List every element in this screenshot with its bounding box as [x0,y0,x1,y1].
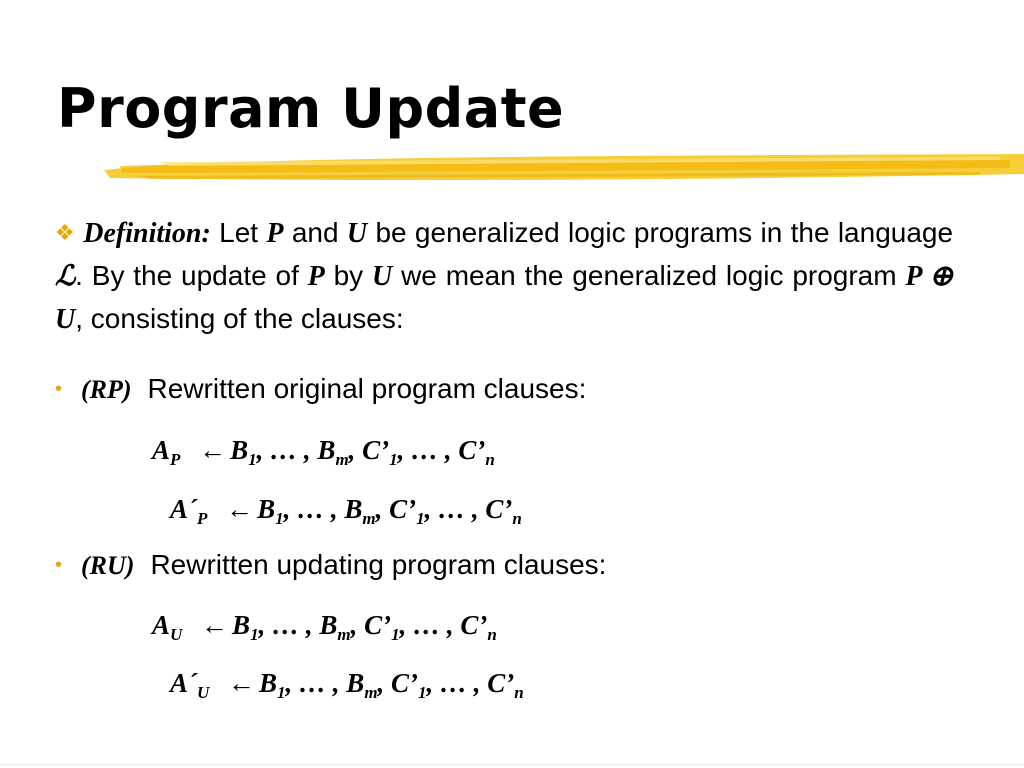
bullet-rp [55,372,586,407]
bullet-tag: (RU) [81,551,135,580]
clause-body-b: B [257,494,276,524]
clause-body-b: B [230,435,249,465]
clause-body-c: , C’ [377,668,419,698]
clause-head-subscript: P [170,450,181,469]
clause-subscript: 1 [389,450,398,469]
clause-subscript: m [337,625,351,644]
arrow-icon: ← [201,610,229,640]
clause-subscript: 1 [418,683,427,702]
clause-head-subscript: P [197,509,208,528]
clause-subscript: 1 [277,683,286,702]
program-p: P [307,261,325,292]
bottom-divider [0,764,1024,765]
clause-subscript: m [364,683,378,702]
clause-ru-1 [152,608,497,652]
clause-body-text: , … , [285,668,340,698]
clause-subscript: 1 [275,509,284,528]
clause-body-text: , … , [256,435,311,465]
clause-head: A´ [170,494,197,524]
clause-body-b: B [232,610,251,640]
program-p-plus-u: P ⊕ U [55,261,953,335]
clause-body-text: , … , C’ [424,494,513,524]
clause-body-b: B [344,494,363,524]
bullet-ru [55,548,606,583]
clause-head: A [152,610,171,640]
clause-subscript: m [335,450,349,469]
diamond-bullet-icon: ❖ [55,220,76,245]
clause-body-text: , … , C’ [426,668,515,698]
definition-text: by [333,260,364,291]
clause-subscript: n [487,625,497,644]
clause-subscript: 1 [250,625,259,644]
program-p: P [266,218,284,249]
program-u: U [372,261,393,292]
clause-subscript: 1 [416,509,425,528]
clause-head-subscript: U [170,625,183,644]
page-title: Program Update [57,77,565,140]
clause-body-b: B [259,668,278,698]
clause-subscript: m [362,509,376,528]
clause-rp-1 [152,433,495,477]
round-bullet-icon: • [55,554,63,576]
arrow-icon: ← [228,668,256,698]
clause-body-c: , C’ [348,435,390,465]
clause-subscript: 1 [248,450,257,469]
clause-body-text: , … , C’ [397,435,486,465]
round-bullet-icon: • [55,378,63,400]
bullet-tag: (RP) [81,375,132,404]
arrow-icon: ← [199,435,227,465]
clause-body-b: B [319,610,338,640]
definition-text: be generalized logic programs in the language [375,217,954,248]
language-l: ℒ [55,261,76,292]
clause-body-b: B [317,435,336,465]
clause-subscript: n [514,683,524,702]
clause-head: A´ [170,668,197,698]
definition-text: and [291,217,339,248]
clause-rp-2 [170,492,522,536]
definition-label: Definition: [83,218,211,249]
bullet-text: Rewritten updating program clauses: [150,549,607,580]
arrow-icon: ← [226,494,254,524]
clause-body-text: , … , [283,494,338,524]
clause-body-b: B [346,668,365,698]
bullet-text: Rewritten original program clauses: [147,373,587,404]
clause-body-c: , C’ [375,494,417,524]
definition-text: we mean the generalized logic program [401,260,897,291]
definition-text: Let [219,217,259,248]
clause-body-text: , … , [258,610,313,640]
clause-ru-2 [170,666,524,710]
clause-head: A [152,435,171,465]
clause-body-c: , C’ [350,610,392,640]
definition-text: , consisting of the clauses: [75,303,404,334]
clause-body-text: , … , C’ [399,610,488,640]
definition-paragraph [55,212,953,341]
highlighter-underline [100,148,1024,186]
clause-subscript: n [512,509,522,528]
definition-text: . By the update of [75,260,299,291]
clause-subscript: 1 [391,625,400,644]
clause-head-subscript: U [197,683,210,702]
clause-subscript: n [485,450,495,469]
program-u: U [346,218,368,249]
